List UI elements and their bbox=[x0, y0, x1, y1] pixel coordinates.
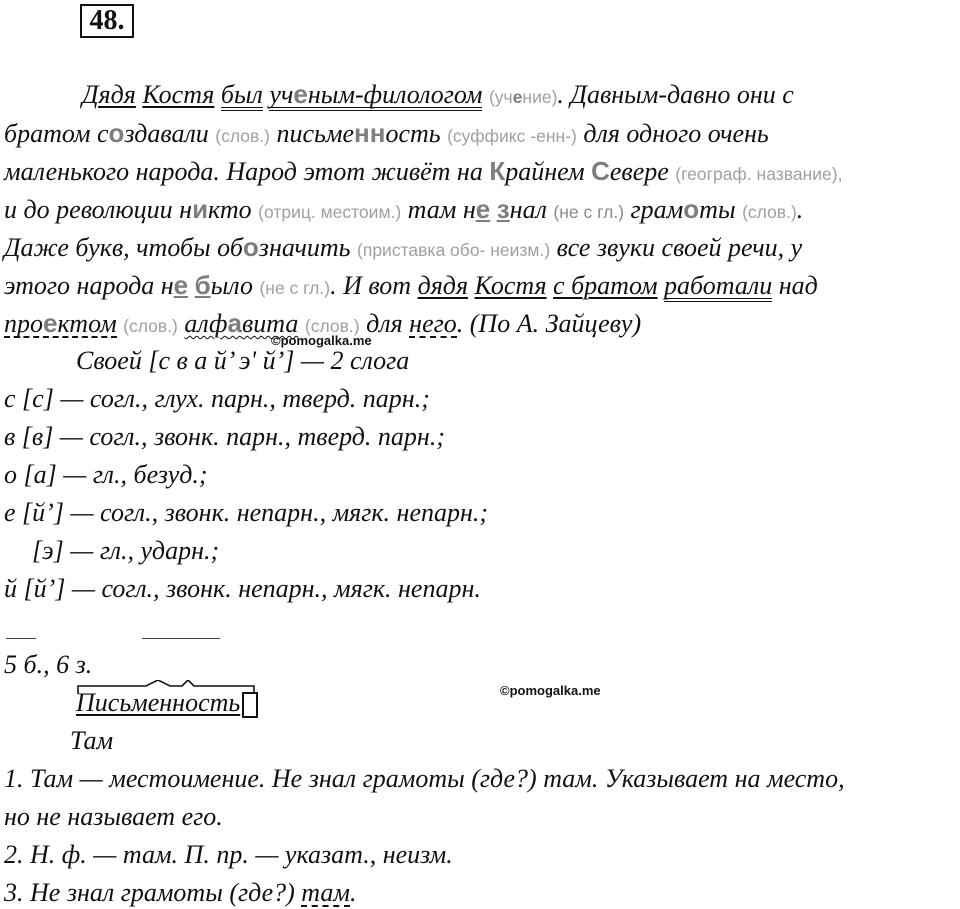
text-run: райнем bbox=[505, 157, 585, 186]
text-run: кто bbox=[208, 195, 252, 224]
adverbial-word: там bbox=[301, 878, 350, 907]
root-arc bbox=[76, 680, 276, 710]
text-run: евере bbox=[609, 157, 669, 186]
highlight-letter: з bbox=[496, 194, 510, 224]
text-line-4 bbox=[4, 194, 803, 227]
phonetic-row: [э] — гл., ударн.; bbox=[32, 536, 220, 565]
morph-line: 2. Н. ф. — там. П. пр. — указат., неизм. bbox=[4, 840, 453, 869]
text-line-5 bbox=[4, 232, 802, 265]
text-line-3 bbox=[4, 156, 842, 189]
text-run: значить bbox=[258, 233, 351, 262]
spelling-note: (отриц. местоим.) bbox=[258, 202, 402, 222]
object-word: проектом bbox=[4, 308, 117, 338]
text-run: . И вот bbox=[330, 271, 412, 300]
highlight-letter: о bbox=[683, 194, 700, 224]
spelling-note: (суффикс -енн-) bbox=[447, 126, 577, 146]
text-run: 3. Не знал грамоты (где?) bbox=[4, 878, 295, 907]
phonetic-row: с [с] — согл., глух. парн., тверд. парн.; bbox=[4, 384, 430, 413]
text-run: ость bbox=[385, 119, 441, 148]
sound-letter-count: 5 б., 6 з. bbox=[4, 650, 93, 679]
subject-word: Костя bbox=[474, 271, 547, 300]
text-run: братом с bbox=[4, 119, 109, 148]
phonetic-row: о [а] — гл., безуд.; bbox=[4, 460, 208, 489]
highlight-letter: нн bbox=[354, 118, 386, 148]
highlight-letter: К bbox=[489, 156, 506, 186]
predicate-word: работали bbox=[664, 271, 773, 300]
text-run: этого народа н bbox=[4, 271, 174, 300]
morph-line bbox=[4, 878, 356, 908]
attribute-word: алфавита bbox=[184, 308, 299, 338]
predicate-word: был bbox=[220, 80, 263, 109]
text-run: все звуки своей речи, у bbox=[556, 233, 803, 262]
separator-line bbox=[142, 638, 220, 639]
phonetic-row: й [й’] — согл., звонк. непарн., мягк. непарн. bbox=[4, 574, 481, 603]
word-title: Там bbox=[70, 726, 114, 755]
text-run: ты bbox=[699, 195, 736, 224]
object-word: него bbox=[409, 309, 457, 338]
spelling-note: (слов.) bbox=[215, 126, 271, 146]
highlight-letter: б bbox=[194, 270, 211, 300]
highlight-letter: е bbox=[475, 194, 491, 224]
text-run: письме bbox=[276, 119, 355, 148]
hyphen: - bbox=[658, 80, 668, 109]
text-run: . Давным bbox=[557, 80, 659, 109]
highlight-letter: о bbox=[108, 118, 125, 148]
spelling-note: (слов.) bbox=[742, 202, 797, 222]
phonetic-row: е [й’] — согл., звонк. непарн., мягк. непарн.; bbox=[4, 498, 489, 527]
highlight-letter: о bbox=[242, 232, 259, 262]
text-run: Даже букв, чтобы об bbox=[4, 233, 243, 262]
watermark: ©pomogalka.me bbox=[500, 683, 601, 698]
morph-line: но не называет его. bbox=[4, 802, 223, 831]
subject-word: с братом bbox=[553, 271, 658, 300]
text-run: давно они с bbox=[667, 80, 794, 109]
text-run: . (По А. Зайцеву) bbox=[456, 309, 642, 338]
morphemic-parse bbox=[76, 688, 258, 718]
phonetic-header: Своей [с в а й’ э' й’] — 2 слога bbox=[76, 346, 410, 375]
subject-word: Дядя bbox=[82, 80, 136, 109]
morph-line: 1. Там — местоимение. Не знал грамоты (где?) там. Указывает на место, bbox=[4, 764, 845, 793]
highlight-letter: е bbox=[173, 270, 189, 300]
text-run: для одного очень bbox=[583, 119, 769, 148]
text-run: там н bbox=[407, 195, 476, 224]
task-number: 48. bbox=[80, 4, 134, 38]
text-run: над bbox=[778, 271, 818, 300]
text-run: . bbox=[349, 878, 357, 907]
phonetic-row: в [в] — согл., звонк. парн., тверд. парн.; bbox=[4, 422, 445, 451]
text-run: нал bbox=[509, 195, 547, 224]
morphemic-word: Письменность bbox=[76, 688, 241, 717]
text-run: для bbox=[366, 309, 403, 338]
predicate-word: ученым-филологом bbox=[269, 79, 483, 109]
spelling-note: (географ. название), bbox=[675, 164, 843, 184]
text-run: ыло bbox=[210, 271, 253, 300]
text-run: маленького народа. Народ этот живёт на bbox=[4, 157, 483, 186]
text-line-6 bbox=[4, 270, 818, 303]
text-line-1 bbox=[82, 80, 794, 112]
spelling-note: (не с гл.) bbox=[259, 278, 331, 298]
text-run: здавали bbox=[124, 119, 209, 148]
spelling-note: (приставка обо- неизм.) bbox=[357, 240, 551, 260]
highlight-letter: С bbox=[591, 156, 610, 186]
text-run: . bbox=[796, 195, 804, 224]
highlight-letter: и bbox=[192, 194, 209, 224]
text-line-2 bbox=[4, 118, 769, 151]
spelling-note: (не с гл.) bbox=[553, 202, 625, 222]
text-run: грам bbox=[630, 195, 684, 224]
subject-word: дядя bbox=[417, 271, 469, 300]
spelling-note: (учение) bbox=[488, 87, 558, 107]
spelling-note: (слов.) bbox=[123, 316, 178, 336]
spelling-note: (слов.) bbox=[304, 316, 360, 336]
separator-line bbox=[6, 638, 36, 639]
subject-word: Костя bbox=[142, 80, 215, 109]
text-run: и до революции н bbox=[4, 195, 193, 224]
watermark: ©pomogalka.me bbox=[271, 333, 372, 348]
